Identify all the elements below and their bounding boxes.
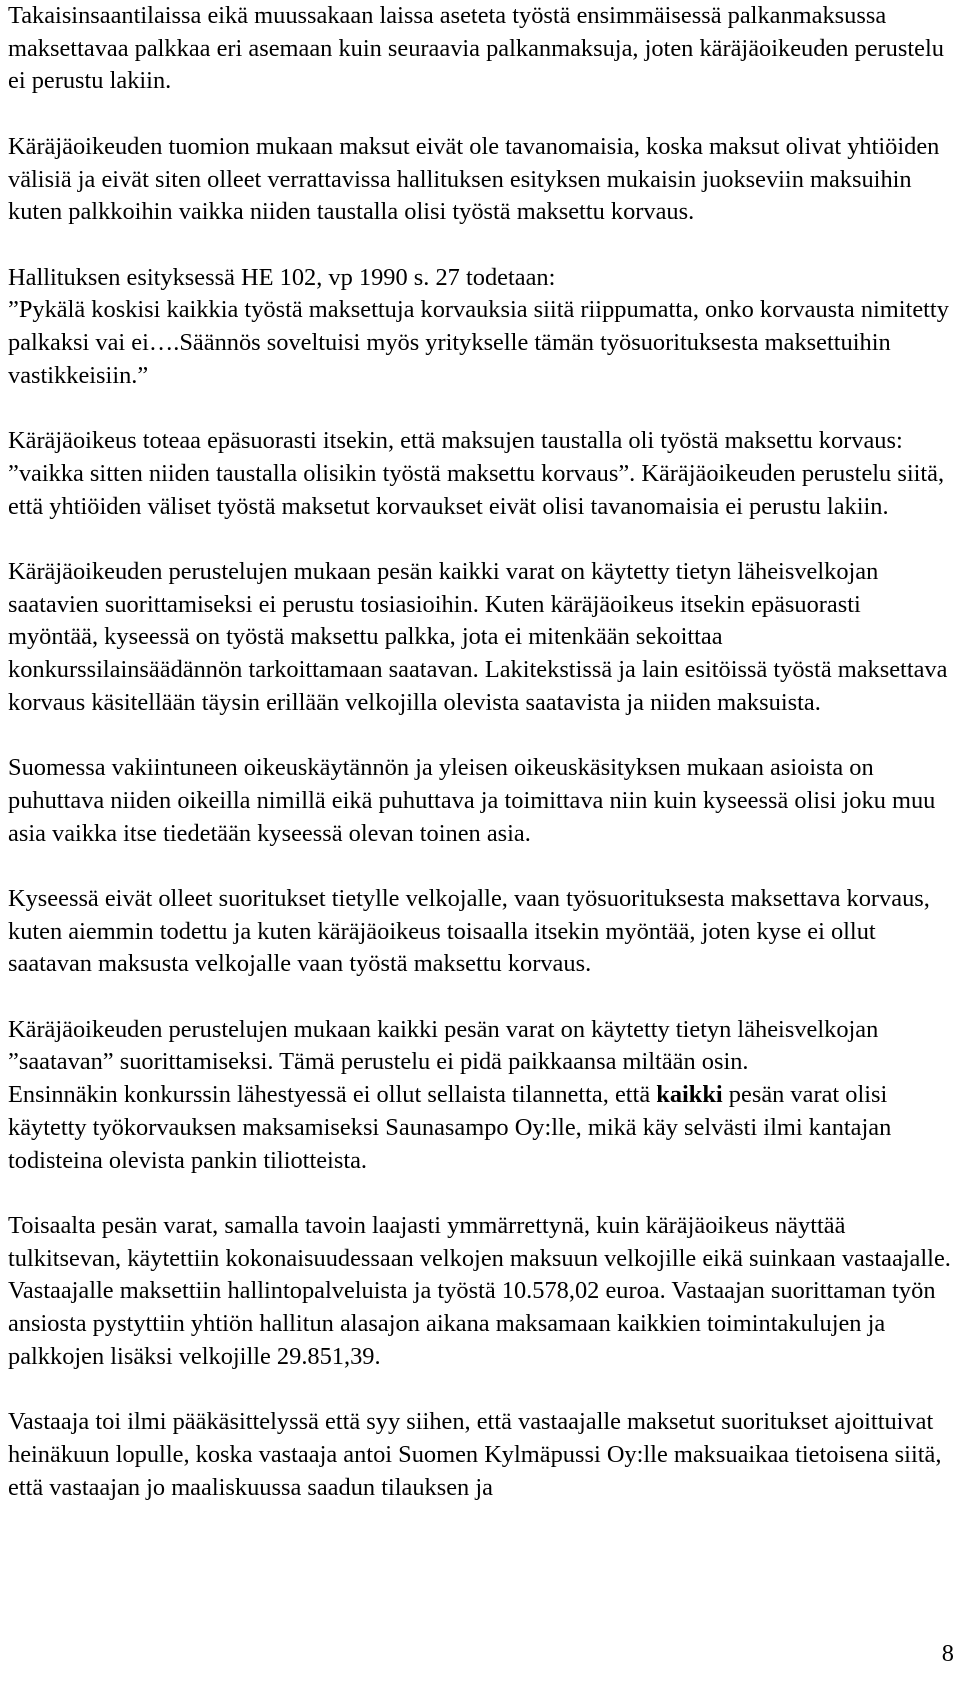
paragraph-toisaalta: Toisaalta pesän varat, samalla tavoin laajasti ymmärrettynä, kuin käräjäoikeus näyttää tulkitsevan, käytettiin kokonaisuudessaan velkojen maksuun velkojille eikä suinkaan vastaajalle. Vastaajalle maksettiin hallintopalveluista ja työstä 10.578,02 euroa. Vastaajan suorittaman työn ansiosta pystyttiin yhtiön hallitun alasajon aikana maksamaan kaikkien toimintakulujen ja palkkojen lisäksi velkojille 29.851,39. [8, 1211, 951, 1370]
paragraph-tuomion-mukaan: Käräjäoikeuden tuomion mukaan maksut eivät ole tavanomaisia, koska maksut olivat yhtiöiden välisiä ja eivät siten olleet verrattavissa hallituksen esityksen mukaisin juokseviin maksuihin kuten palkkoihin vaikka niiden taustalla olisi työstä maksettu korvaus. [8, 132, 940, 226]
paragraph-hallituksen-esitys: Hallituksen esityksessä HE 102, vp 1990 s. 27 todetaan: [8, 263, 556, 291]
paragraph-epasuorasti: Käräjäoikeus toteaa epäsuorasti itsekin, että maksujen taustalla oli työstä maksettu korvaus: ”vaikka sitten niiden taustalla olisikin työstä maksettu korvaus”. Käräjäoikeuden perustelu siitä, että yhtiöiden väliset työstä maksetut korvaukset eivät olisi tavanomaisia ei perustu lakiin. [8, 427, 945, 520]
paragraph-kaikki-varat: Käräjäoikeuden perustelujen mukaan kaikki pesän varat on käytetty tietyn läheisvelkojan ”saatavan” suorittamiseksi. Tämä perustelu ei pidä paikkaansa miltään osin. [8, 1015, 879, 1076]
emphasis-after: pesän varat olisi käytetty työkorvauksen maksamiseksi Saunasampo Oy:lle, mikä käy selvästi ilmi kantajan todisteina olevista pankin tiliotteista. [8, 1081, 892, 1174]
emphasis-before: Ensinnäkin konkurssin lähestyessä ei ollut sellaista tilannetta, että [8, 1081, 657, 1109]
quote-pykala: ”Pykälä koskisi kaikkia työstä maksettuja korvauksia siitä riippumatta, onko korvausta nimitetty palkaksi vai ei….Säännös soveltuisi myös yritykselle tämän työsuorituksesta maksettuihin vastikkeisiin.” [8, 296, 949, 389]
document-page [8, 0, 953, 1504]
paragraph-perustelujen-mukaan: Käräjäoikeuden perustelujen mukaan pesän kaikki varat on käytetty tietyn läheisvelkojan saatavien suorittamiseksi ei perustu tosiasioihin. Kuten käräjäoikeus itsekin epäsuorasti myöntää, kyseessä on työstä maksettu palkka, jota ei mitenkään sekoittaa konkurssilainsäädännön tarkoittamaan saatavan. Lakitekstissä ja lain esitöissä työstä maksettava korvaus käsitellään täysin erillään velkojilla olevista saatavista ja niiden maksuista. [8, 557, 948, 716]
paragraph-suoritukset: Kyseessä eivät olleet suoritukset tietylle velkojalle, vaan työsuorituksesta maksettava korvaus, kuten aiemmin todettu ja kuten käräjäoikeus toisaalla itsekin myöntää, joten kyse ei ollut saatavan maksusta velkojalle vaan työstä maksettu korvaus. [8, 884, 930, 978]
paragraph-oikeuskaytanto: Suomessa vakiintuneen oikeuskäytännön ja yleisen oikeuskäsityksen mukaan asioista on puhuttava niiden oikeilla nimillä eikä puhuttava ja toimittava niin kuin kyseessä olisi joku muu asia vaikka itse tiedetään kyseessä olevan toinen asia. [8, 754, 936, 847]
paragraph-takaisinsaanti: Takaisinsaantilaissa eikä muussakaan laissa aseteta työstä ensimmäisessä palkanmaksussa maksettavaa palkkaa eri asemaan kuin seuraavia palkanmaksuja, joten käräjäoikeuden perustelu ei perustu lakiin. [8, 2, 944, 95]
paragraph-vastaaja-toi: Vastaaja toi ilmi pääkäsittelyssä että syy siihen, että vastaajalle maksetut suoritukset ajoittuivat heinäkuun lopulle, koska vastaaja antoi Suomen Kylmäpussi Oy:lle maksuaikaa tietoisena siitä, että vastaajan jo maaliskuussa saadun tilauksen ja [8, 1408, 942, 1501]
page-number: 8 [941, 1640, 954, 1667]
emphasis-bold-word: kaikki [656, 1081, 723, 1109]
paragraph-ensinnakin [8, 1079, 953, 1177]
